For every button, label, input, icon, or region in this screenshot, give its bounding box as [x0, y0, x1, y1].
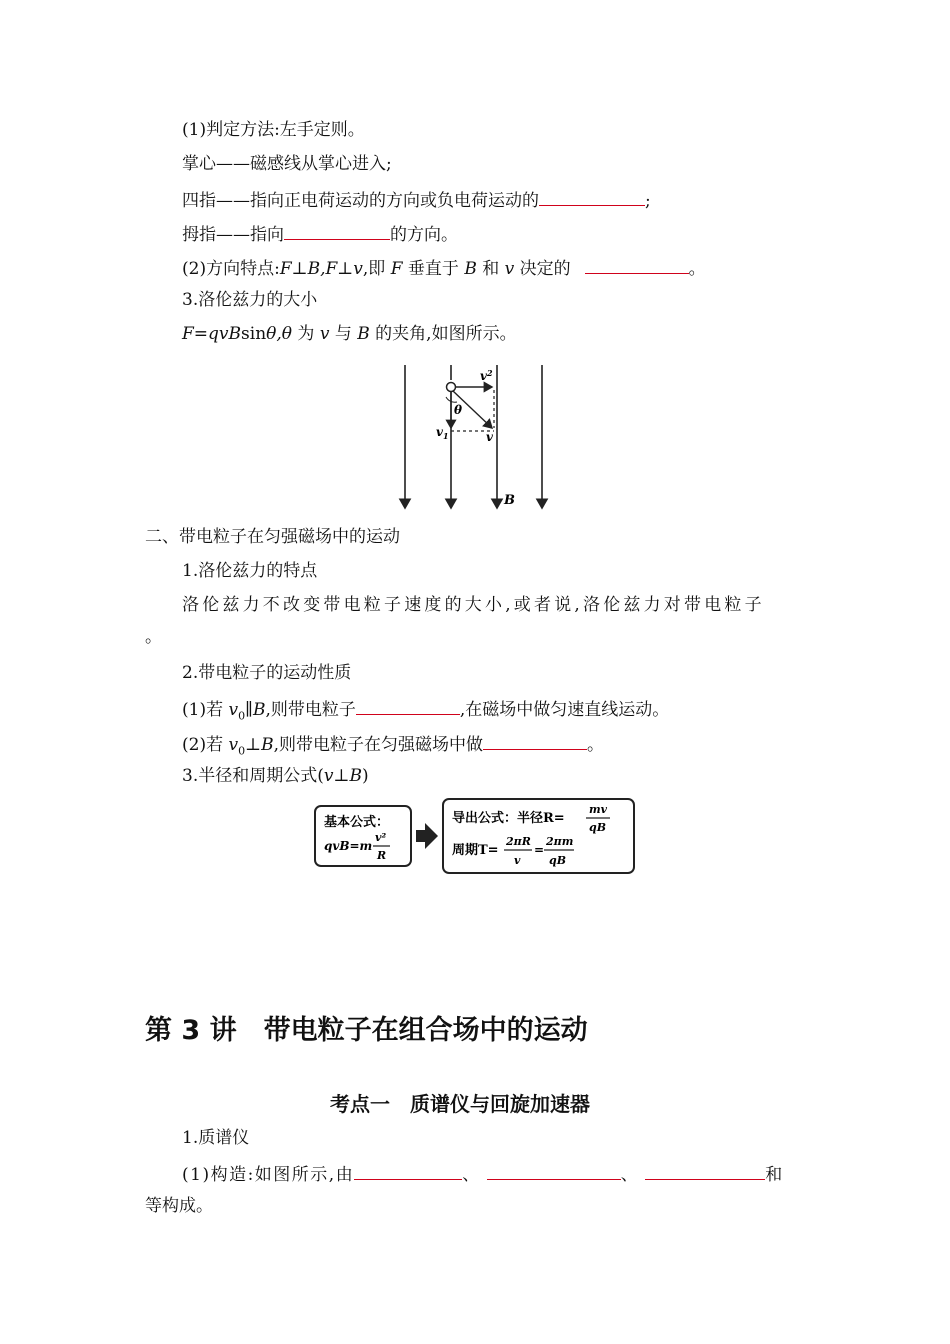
- text: 决定的: [514, 259, 571, 279]
- punct: 。: [145, 627, 162, 647]
- text: ): [361, 766, 369, 786]
- palm-rule: 掌心——磁感线从掌心进入;: [182, 154, 392, 174]
- text: 和: [476, 259, 505, 279]
- text-line: [182, 221, 458, 246]
- var: B: [261, 735, 274, 755]
- text-line: [145, 626, 162, 648]
- period-denominator: v: [514, 854, 521, 867]
- radius-numerator: mv: [589, 803, 608, 816]
- text: 垂直于: [402, 259, 465, 279]
- text: 等构成。: [145, 1196, 213, 1216]
- v2-label: $v^2$: [480, 368, 493, 383]
- topic-heading: 考点一 质谱仪与回旋加速器: [330, 1092, 590, 1116]
- text-line: [182, 1161, 784, 1186]
- var: v: [228, 700, 239, 720]
- symbol: ∥: [245, 700, 253, 720]
- text: (1)若: [182, 700, 229, 720]
- v1-label: $v_1$: [436, 425, 449, 441]
- text: 3.半径和周期公式(: [182, 766, 324, 786]
- v-label: v: [486, 430, 493, 444]
- var: B: [464, 259, 477, 279]
- fill-blank[interactable]: [356, 696, 460, 715]
- var: v: [319, 324, 330, 344]
- basic-numerator: v²: [375, 831, 387, 844]
- punct: 。: [587, 735, 604, 755]
- text-line: [182, 731, 604, 762]
- text: 和: [765, 1165, 784, 1185]
- lecture-title: 第 3 讲 带电粒子在组合场中的运动: [145, 1015, 588, 1046]
- thumb-rule-end: 的方向。: [390, 225, 458, 245]
- fill-blank[interactable]: [487, 1161, 621, 1180]
- period-numerator: 2πm: [546, 835, 574, 848]
- text-line: [182, 323, 517, 345]
- text-line: [182, 153, 392, 175]
- var: v: [504, 259, 515, 279]
- punct: 、: [462, 1165, 481, 1185]
- text: 与: [329, 324, 358, 344]
- text-line: [182, 662, 351, 684]
- b-label: B: [504, 493, 515, 508]
- text: ,则带电粒子: [265, 700, 356, 720]
- finger-rule: 四指——指向正电荷运动的方向或负电荷运动的: [182, 191, 539, 211]
- thumb-rule: 拇指——指向: [182, 225, 284, 245]
- theta-label: θ: [454, 403, 463, 417]
- text-line: [182, 1127, 249, 1149]
- punct: ;: [645, 191, 651, 211]
- basic-denominator: R: [377, 849, 387, 862]
- var: v: [228, 735, 239, 755]
- text-line: [182, 255, 706, 280]
- text-line: [182, 187, 651, 212]
- text-line: [182, 560, 317, 582]
- text: ,则带电粒子在匀强磁场中做: [273, 735, 483, 755]
- period-label: 周期T=: [452, 843, 499, 858]
- subheading: 2.带电粒子的运动性质: [182, 663, 352, 683]
- fill-blank[interactable]: [585, 255, 689, 274]
- fill-blank[interactable]: [354, 1161, 462, 1180]
- text-line: [182, 696, 669, 727]
- var: B: [252, 700, 266, 720]
- text-line: [182, 765, 369, 787]
- magnitude-heading: 3.洛伦兹力的大小: [182, 290, 318, 310]
- var: B: [349, 766, 362, 786]
- fill-blank[interactable]: [645, 1161, 765, 1180]
- basic-label: 基本公式：: [324, 815, 390, 830]
- text-line: [145, 526, 400, 548]
- text: ,即: [362, 259, 391, 279]
- section-heading: 二、带电粒子在匀强磁场中的运动: [145, 527, 400, 547]
- punct: 。: [688, 259, 706, 279]
- period-denominator: qB: [549, 854, 566, 867]
- charged-particle: [447, 383, 456, 392]
- paragraph: 洛伦兹力不改变带电粒子速度的大小,或者说,洛伦兹力对带电粒子: [182, 595, 765, 615]
- text: ,在磁场中做匀速直线运动。: [459, 700, 670, 720]
- var: v: [323, 766, 334, 786]
- period-numerator: 2πR: [506, 835, 531, 848]
- text-line: [182, 119, 365, 141]
- fill-blank[interactable]: [284, 221, 390, 240]
- subscript: 0: [238, 709, 246, 723]
- text-line: [182, 594, 765, 616]
- subscript: 0: [238, 744, 246, 758]
- var: B: [357, 324, 370, 344]
- text: (2)若: [182, 735, 229, 755]
- formula: F=qvB: [182, 324, 242, 344]
- formula: F⊥B,F⊥v: [279, 259, 363, 279]
- text: sin: [241, 324, 267, 344]
- text: 的夹角,如图所示。: [369, 324, 517, 344]
- subheading: 1.质谱仪: [182, 1128, 250, 1148]
- direction-feature: (2)方向特点:: [182, 259, 280, 279]
- formula-diagram: [312, 796, 638, 878]
- text-line: [182, 289, 317, 311]
- symbol: ⊥: [245, 735, 262, 755]
- var: θ,θ: [266, 324, 293, 344]
- symbol: ⊥: [333, 766, 350, 786]
- punct: 、: [620, 1165, 640, 1185]
- text: (1)构造:如图所示,由: [182, 1165, 355, 1185]
- radius-label: 导出公式：半径R=: [452, 811, 565, 826]
- radius-denominator: qB: [589, 821, 606, 834]
- var: F: [390, 259, 403, 279]
- field-velocity-figure: [390, 362, 560, 514]
- rule-method: (1)判定方法:左手定则。: [182, 120, 365, 140]
- equals: =: [534, 843, 545, 857]
- text: 为: [292, 324, 320, 344]
- fill-blank[interactable]: [483, 731, 587, 750]
- subheading: 1.洛伦兹力的特点: [182, 561, 318, 581]
- fill-blank[interactable]: [539, 187, 645, 206]
- arrow-right-icon: [416, 823, 438, 849]
- text-line: [145, 1195, 213, 1217]
- basic-lhs: qvB=m: [324, 839, 373, 853]
